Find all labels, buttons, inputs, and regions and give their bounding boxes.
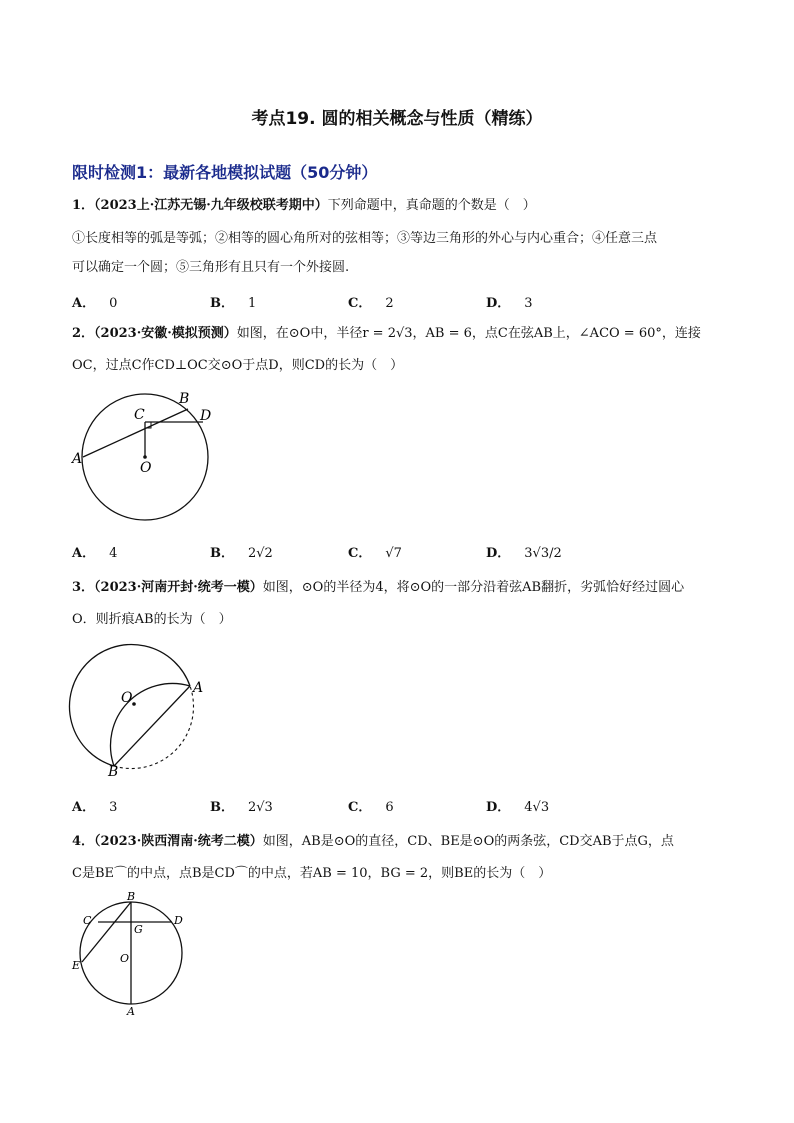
- q1-option-d[interactable]: D． 3: [486, 296, 533, 311]
- q3-center-dot: [132, 702, 136, 706]
- q3-line2: O．则折痕AB的长为（ ）: [72, 612, 232, 627]
- q1-options: [72, 292, 732, 314]
- q2-label-b: B: [179, 391, 190, 407]
- q4-label-a: A: [127, 1005, 135, 1018]
- q1-option-b[interactable]: B． 1: [210, 296, 257, 311]
- q4-label-e: E: [72, 959, 81, 972]
- q2-label-o: O: [140, 460, 152, 476]
- q2-option-b[interactable]: B． 2√2: [210, 546, 273, 561]
- q3-label-b: B: [108, 764, 119, 778]
- q4-label-d: D: [174, 914, 183, 927]
- q3-label-a: A: [193, 680, 204, 696]
- q4-label-g: G: [134, 923, 143, 936]
- q3-line1: [72, 578, 732, 598]
- q1-line1: [72, 196, 732, 216]
- q1-stem: 下列命题中，真命题的个数是（ ）: [327, 198, 536, 213]
- q2-option-d[interactable]: D． 3√3/2: [486, 546, 562, 561]
- q3-stem: 如图，⊙O的半径为4，将⊙O的一部分沿着弦AB翻折，劣弧恰好经过圆心: [262, 580, 685, 595]
- q3-option-c[interactable]: C． 6: [348, 800, 394, 815]
- q2-center-dot: [143, 455, 147, 459]
- q3-option-a[interactable]: A． 3: [72, 800, 118, 815]
- q2-label-a: A: [72, 451, 83, 467]
- q2-figure: [70, 390, 220, 522]
- q3-options: [72, 796, 732, 818]
- q1-source: （2023上·江苏无锡·九年级校联考期中）: [94, 198, 328, 213]
- q3-number: 3．: [72, 580, 95, 595]
- q2-number: 2．: [72, 326, 95, 341]
- q1-number: 1．: [72, 198, 95, 213]
- q1-line3: 可以确定一个圆；⑤三角形有且只有一个外接圆.: [72, 260, 350, 275]
- q4-stem: 如图，AB是⊙O的直径，CD、BE是⊙O的两条弦，CD交AB于点G，点: [262, 834, 674, 849]
- q3-option-b[interactable]: B． 2√3: [210, 800, 273, 815]
- q3-label-o: O: [121, 690, 133, 706]
- q2-line1: [72, 324, 732, 344]
- q4-number: 4．: [72, 834, 95, 849]
- q4-line2: C是BE⌒的中点，点B是CD⌒的中点，若AB = 10，BG = 2，则BE的长为（ ）: [72, 866, 552, 881]
- q3-figure: [66, 640, 216, 778]
- q2-stem: 如图，在⊙O中，半径r = 2√3，AB = 6，点C在弦AB上，∠ACO = 60°，连接: [236, 326, 701, 341]
- q4-line1: [72, 832, 732, 852]
- q1-option-c[interactable]: C． 2: [348, 296, 394, 311]
- q4-label-c: C: [83, 914, 92, 927]
- q2-option-a[interactable]: A． 4: [72, 546, 118, 561]
- q1-line2: ①长度相等的弧是等弧；②相等的圆心角所对的弦相等；③等边三角形的外心与内心重合；④任意三点: [72, 231, 658, 246]
- q3-source: （2023·河南开封·统考一模）: [94, 580, 263, 595]
- q4-label-b: B: [127, 890, 136, 903]
- q2-label-c: C: [134, 407, 145, 423]
- q4-source: （2023·陕西渭南·统考二模）: [94, 834, 263, 849]
- q1-option-a[interactable]: A． 0: [72, 296, 118, 311]
- page-title: 考点19. 圆的相关概念与性质（精练）: [251, 109, 543, 129]
- q2-option-c[interactable]: C． √7: [348, 546, 402, 561]
- q4-figure: [68, 888, 198, 1020]
- q2-options: [72, 542, 732, 564]
- q4-label-o: O: [120, 952, 130, 965]
- q2-source: （2023·安徽·模拟预测）: [94, 326, 237, 341]
- q3-option-d[interactable]: D． 4√3: [486, 800, 550, 815]
- q2-label-d: D: [200, 408, 212, 424]
- section-heading: 限时检测1：最新各地模拟试题（50分钟）: [72, 163, 378, 182]
- q2-line2: OC，过点C作CD⊥OC交⊙O于点D，则CD的长为（ ）: [72, 358, 404, 373]
